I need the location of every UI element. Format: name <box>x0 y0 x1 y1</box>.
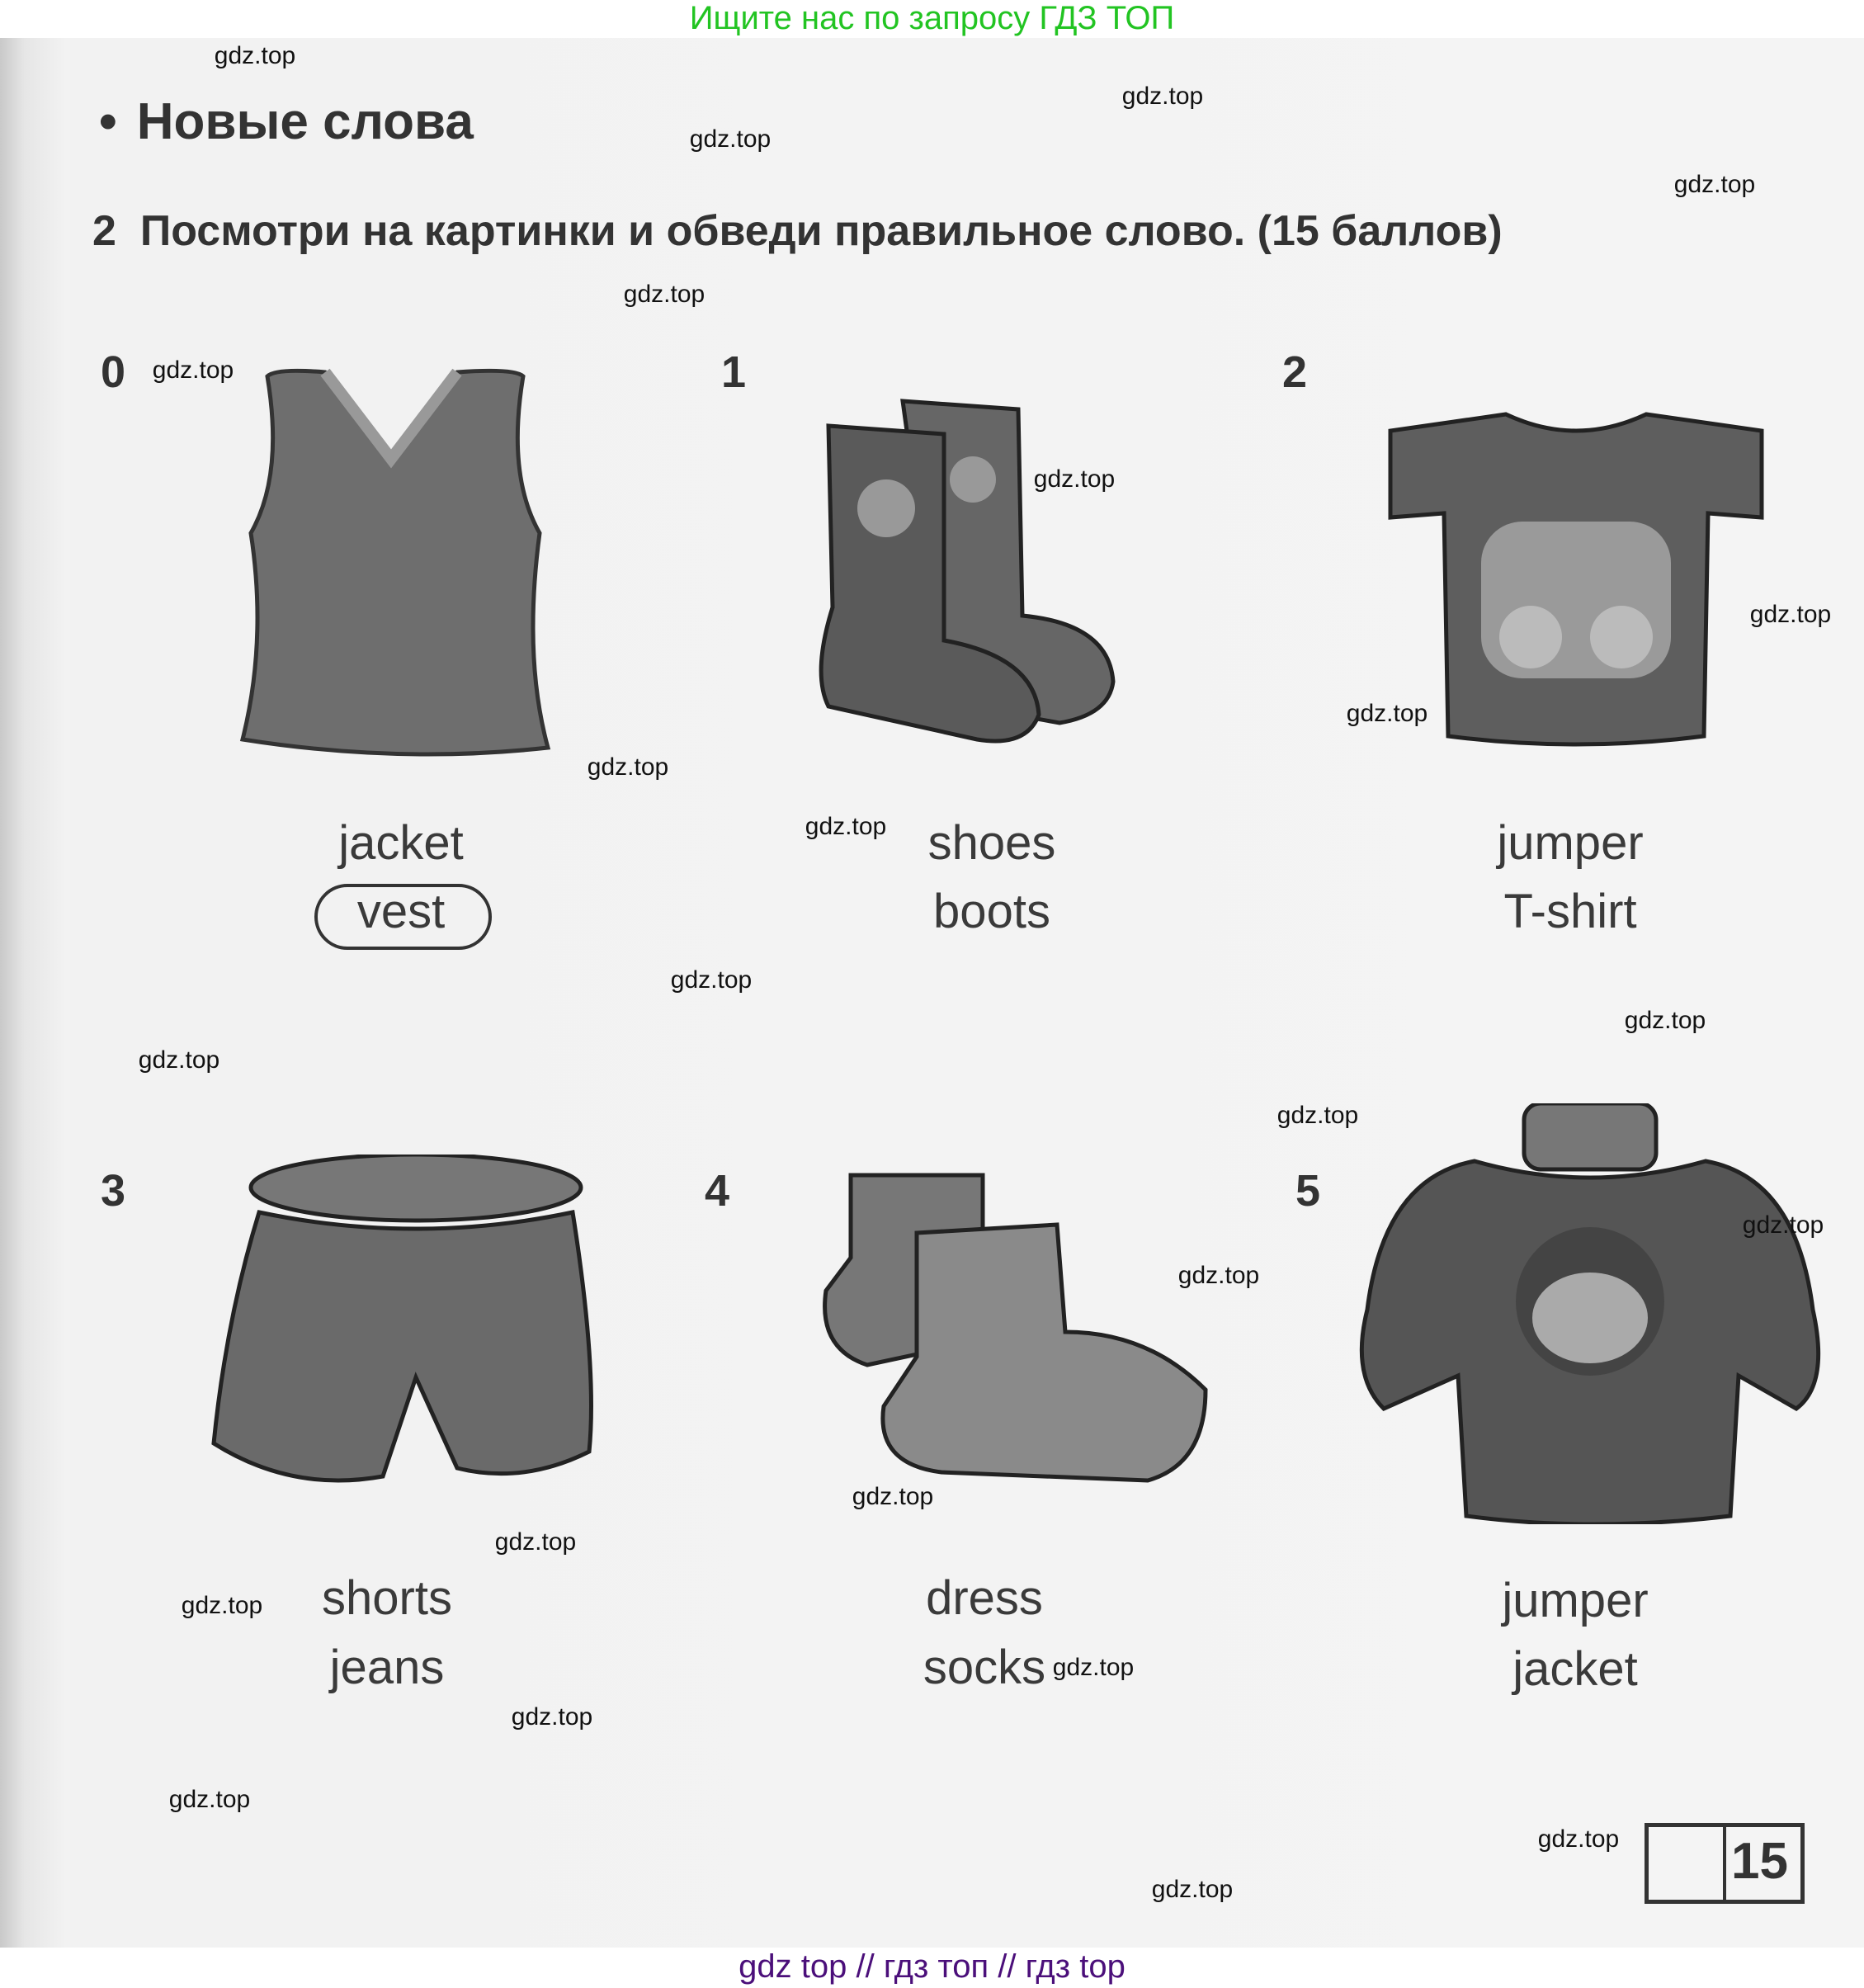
option-jeans[interactable]: jeans <box>329 1641 445 1694</box>
watermark: gdz.top <box>1537 1825 1620 1853</box>
watermark: gdz.top <box>689 125 772 153</box>
watermark: gdz.top <box>623 281 705 308</box>
option-dress[interactable]: dress <box>926 1571 1043 1625</box>
watermark: gdz.top <box>1121 83 1204 110</box>
watermark: gdz.top <box>1742 1211 1824 1239</box>
item-number: 1 <box>721 347 747 397</box>
watermark: gdz.top <box>511 1703 593 1731</box>
option-jacket[interactable]: jacket <box>1512 1642 1638 1696</box>
option-shorts[interactable]: shorts <box>322 1571 452 1625</box>
watermark: gdz.top <box>494 1528 577 1556</box>
footer-links[interactable]: gdz top // гдз топ // гдз top <box>739 1948 1125 1985</box>
option-boots[interactable]: boots <box>933 885 1050 938</box>
option-socks[interactable]: socks <box>923 1641 1046 1694</box>
watermark: gdz.top <box>1346 700 1428 727</box>
watermark: gdz.top <box>1673 171 1756 198</box>
task-text: Посмотри на картинки и обведи правильное слово. (15 баллов) <box>139 207 1503 255</box>
watermark: gdz.top <box>852 1483 934 1510</box>
watermark: gdz.top <box>670 966 753 994</box>
task-number: 2 <box>92 207 116 255</box>
item-number: 3 <box>101 1166 126 1216</box>
boots-picture <box>812 393 1119 749</box>
option-jacket[interactable]: jacket <box>338 816 464 870</box>
t-shirt-picture <box>1382 406 1770 749</box>
score-max: 15 <box>1731 1833 1788 1890</box>
score-box <box>1645 1823 1805 1904</box>
watermark: gdz.top <box>1151 1876 1234 1903</box>
search-banner[interactable]: Ищите нас по запросу ГДЗ ТОП <box>689 0 1175 36</box>
option-jumper[interactable]: jumper <box>1497 816 1644 870</box>
socks-picture <box>818 1167 1212 1485</box>
section-title <box>99 92 474 151</box>
watermark: gdz.top <box>138 1046 220 1074</box>
watermark: gdz.top <box>1276 1102 1359 1129</box>
watermark: gdz.top <box>1749 601 1832 628</box>
watermark: gdz.top <box>1033 465 1116 493</box>
section-title-text: Новые слова <box>136 93 474 150</box>
item-number: 0 <box>101 347 126 397</box>
watermark: gdz.top <box>168 1786 251 1813</box>
shorts-picture <box>210 1155 597 1493</box>
item-number: 2 <box>1282 347 1308 397</box>
watermark: gdz.top <box>587 753 669 781</box>
watermark: gdz.top <box>1052 1654 1135 1681</box>
watermark: gdz.top <box>1624 1007 1706 1034</box>
option-shoes[interactable]: shoes <box>927 816 1056 870</box>
bullet: • <box>99 93 117 150</box>
option-jumper[interactable]: jumper <box>1502 1574 1649 1627</box>
watermark: gdz.top <box>152 357 234 384</box>
score-divider <box>1723 1827 1726 1900</box>
vest-picture <box>234 368 556 764</box>
item-number: 4 <box>705 1166 730 1216</box>
option-vest[interactable]: vest <box>356 885 446 938</box>
watermark: gdz.top <box>1177 1262 1260 1289</box>
watermark: gdz.top <box>214 42 296 69</box>
item-number: 5 <box>1295 1166 1321 1216</box>
jumper-picture <box>1351 1103 1828 1524</box>
option-t-shirt[interactable]: T-shirt <box>1503 885 1637 938</box>
task-heading <box>92 206 1503 256</box>
watermark: gdz.top <box>805 813 887 840</box>
watermark: gdz.top <box>181 1592 263 1619</box>
